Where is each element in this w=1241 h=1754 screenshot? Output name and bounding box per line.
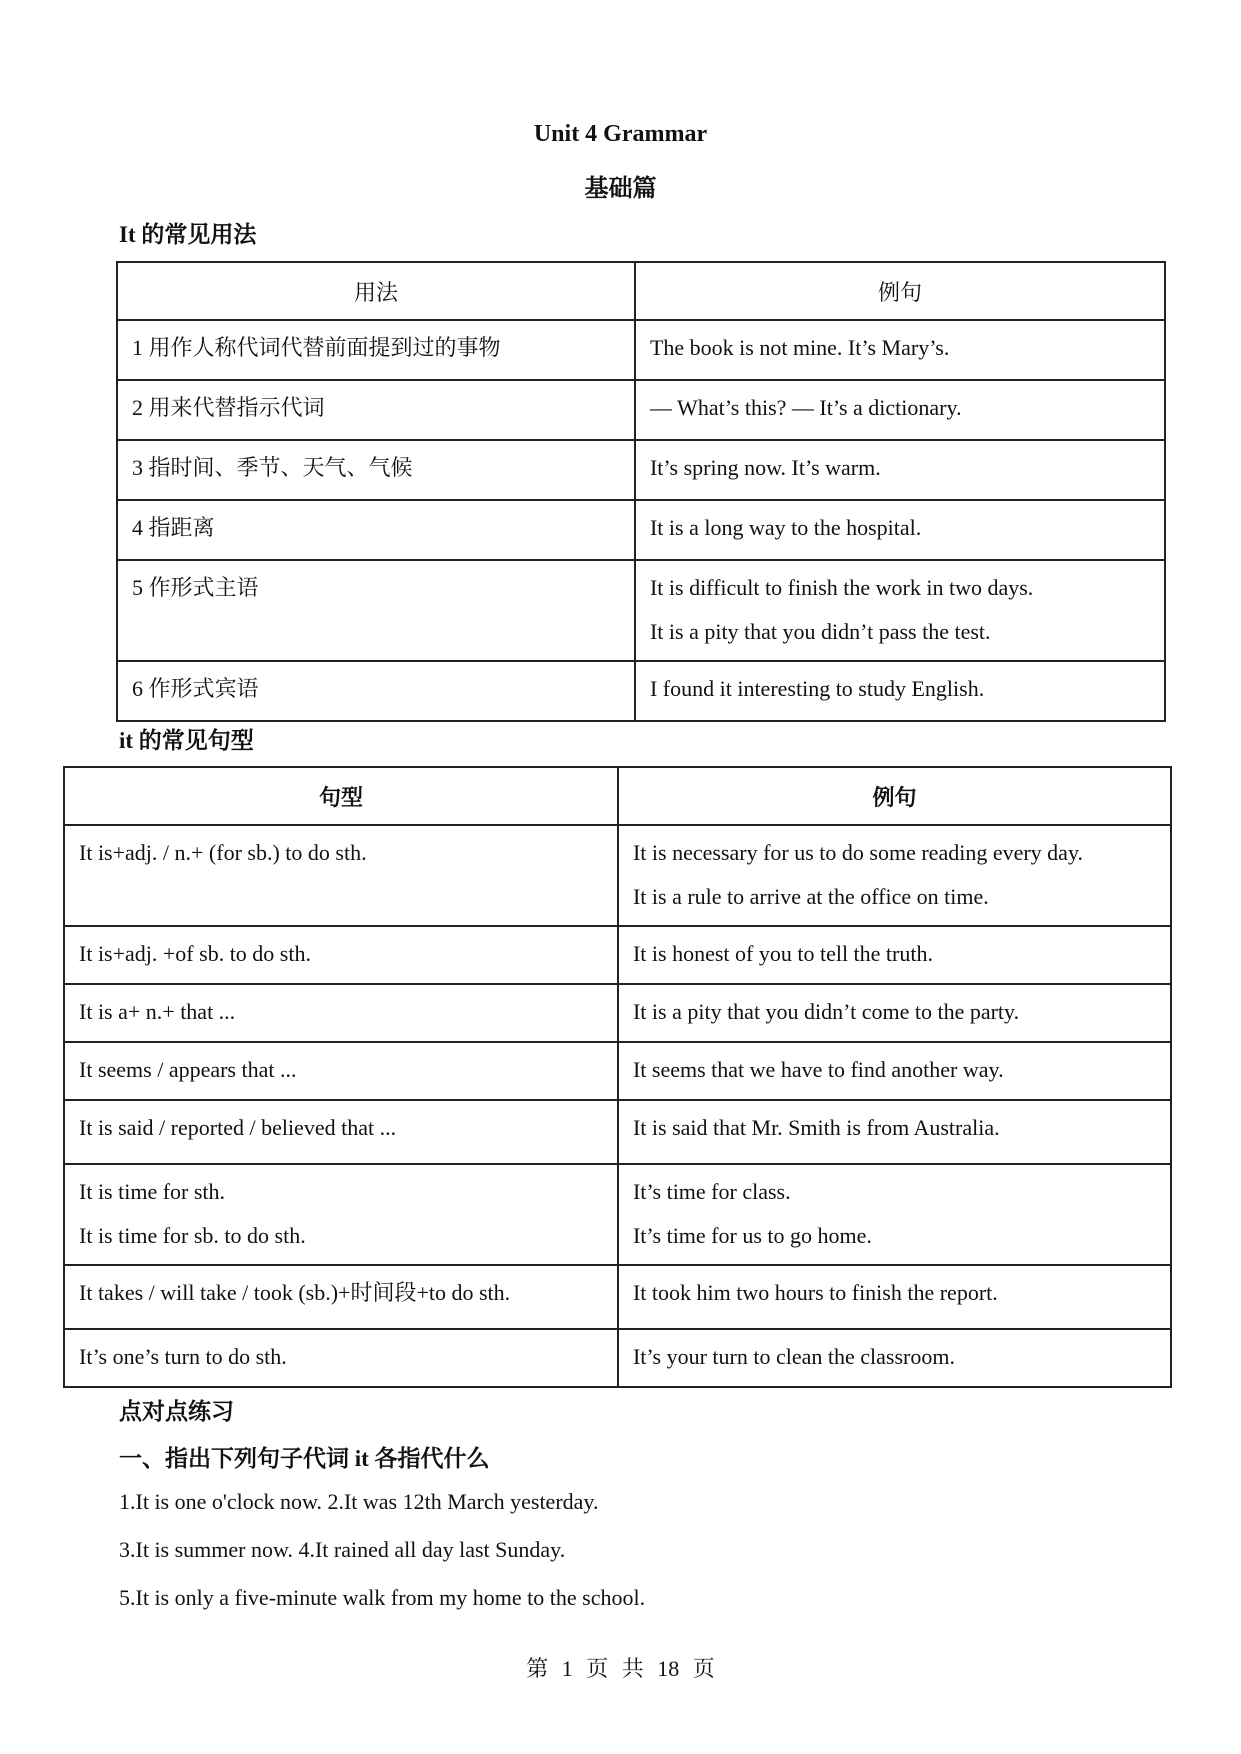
table-row	[64, 1042, 1171, 1100]
pattern-cell: It is time for sth.	[79, 1179, 226, 1204]
table-row	[117, 661, 1165, 721]
pattern-cell: It takes / will take / took (sb.)+时间段+to do sth.	[79, 1280, 511, 1305]
example-cell: It is necessary for us to do some reading every day.	[632, 840, 1084, 865]
column-header-example: 例句	[618, 767, 1171, 825]
page-footer: 第 1 页 共 18 页	[526, 1656, 715, 1681]
example-cell: It is difficult to finish the work in two days.	[649, 575, 1034, 600]
usage-cell: 3 指时间、季节、天气、气候	[132, 455, 413, 480]
table-header-row	[117, 262, 1165, 320]
table-header-row	[64, 767, 1171, 825]
section-heading-usages: It 的常见用法	[119, 222, 257, 247]
page-title: Unit 4 Grammar	[533, 121, 708, 147]
column-header-usage: 用法	[117, 262, 635, 320]
example-cell: I found it interesting to study English.	[649, 676, 985, 701]
section-heading-patterns: it 的常见句型	[119, 728, 254, 753]
pattern-cell: It seems / appears that ...	[79, 1057, 297, 1082]
table-row	[64, 1100, 1171, 1164]
example-cell: It is honest of you to tell the truth.	[632, 941, 933, 966]
example-cell: It’s spring now. It’s warm.	[649, 455, 881, 480]
pattern-cell: It is said / reported / believed that ...	[79, 1115, 397, 1140]
usage-cell: 2 用来代替指示代词	[132, 395, 325, 420]
example-cell: The book is not mine. It’s Mary’s.	[649, 335, 950, 360]
table-row	[117, 500, 1165, 560]
exercise-line: 3.It is summer now. 4.It rained all day last Sunday.	[119, 1537, 566, 1562]
example-cell: It is said that Mr. Smith is from Australia.	[632, 1115, 1000, 1140]
table-row	[64, 1329, 1171, 1387]
exercise-line: 1.It is one o'clock now. 2.It was 12th March yesterday.	[119, 1489, 599, 1514]
table-row	[117, 560, 1165, 661]
pattern-cell: It is+adj. / n.+ (for sb.) to do sth.	[79, 840, 367, 865]
table-row	[117, 440, 1165, 500]
example-cell: It is a long way to the hospital.	[649, 515, 922, 540]
usage-cell: 5 作形式主语	[132, 575, 259, 600]
usage-cell: 6 作形式宾语	[132, 676, 259, 701]
table-row	[117, 380, 1165, 440]
practice-heading: 点对点练习	[119, 1399, 234, 1424]
practice-subheading: 一、指出下列句子代词 it 各指代什么	[119, 1446, 490, 1471]
pattern-cell: It is time for sb. to do sth.	[79, 1223, 306, 1248]
usage-table	[116, 261, 1166, 722]
table-row	[64, 825, 1171, 926]
pattern-cell: It’s one’s turn to do sth.	[79, 1344, 287, 1369]
example-cell: It took him two hours to finish the report.	[632, 1280, 998, 1305]
example-cell: It is a pity that you didn’t pass the test.	[649, 619, 991, 644]
table-row	[117, 320, 1165, 380]
table-row	[64, 1265, 1171, 1329]
table-row	[64, 984, 1171, 1042]
column-header-example: 例句	[635, 262, 1165, 320]
example-cell: It’s time for us to go home.	[632, 1223, 872, 1248]
example-cell: It’s your turn to clean the classroom.	[632, 1344, 955, 1369]
pattern-table	[63, 766, 1172, 1388]
example-cell: It seems that we have to find another way.	[632, 1057, 1004, 1082]
example-cell: It is a pity that you didn’t come to the party.	[632, 999, 1020, 1024]
pattern-cell: It is a+ n.+ that ...	[79, 999, 236, 1024]
column-header-pattern: 句型	[64, 767, 618, 825]
example-cell: It’s time for class.	[632, 1179, 791, 1204]
example-cell: — What’s this? — It’s a dictionary.	[649, 395, 962, 420]
pattern-cell: It is+adj. +of sb. to do sth.	[79, 941, 311, 966]
table-row	[64, 926, 1171, 984]
page-subtitle: 基础篇	[584, 176, 657, 202]
example-cell: It is a rule to arrive at the office on time.	[632, 884, 989, 909]
table-row	[64, 1164, 1171, 1265]
usage-cell: 4 指距离	[132, 515, 215, 540]
usage-cell: 1 用作人称代词代替前面提到过的事物	[132, 335, 501, 360]
exercise-line: 5.It is only a five-minute walk from my home to the school.	[119, 1585, 646, 1610]
